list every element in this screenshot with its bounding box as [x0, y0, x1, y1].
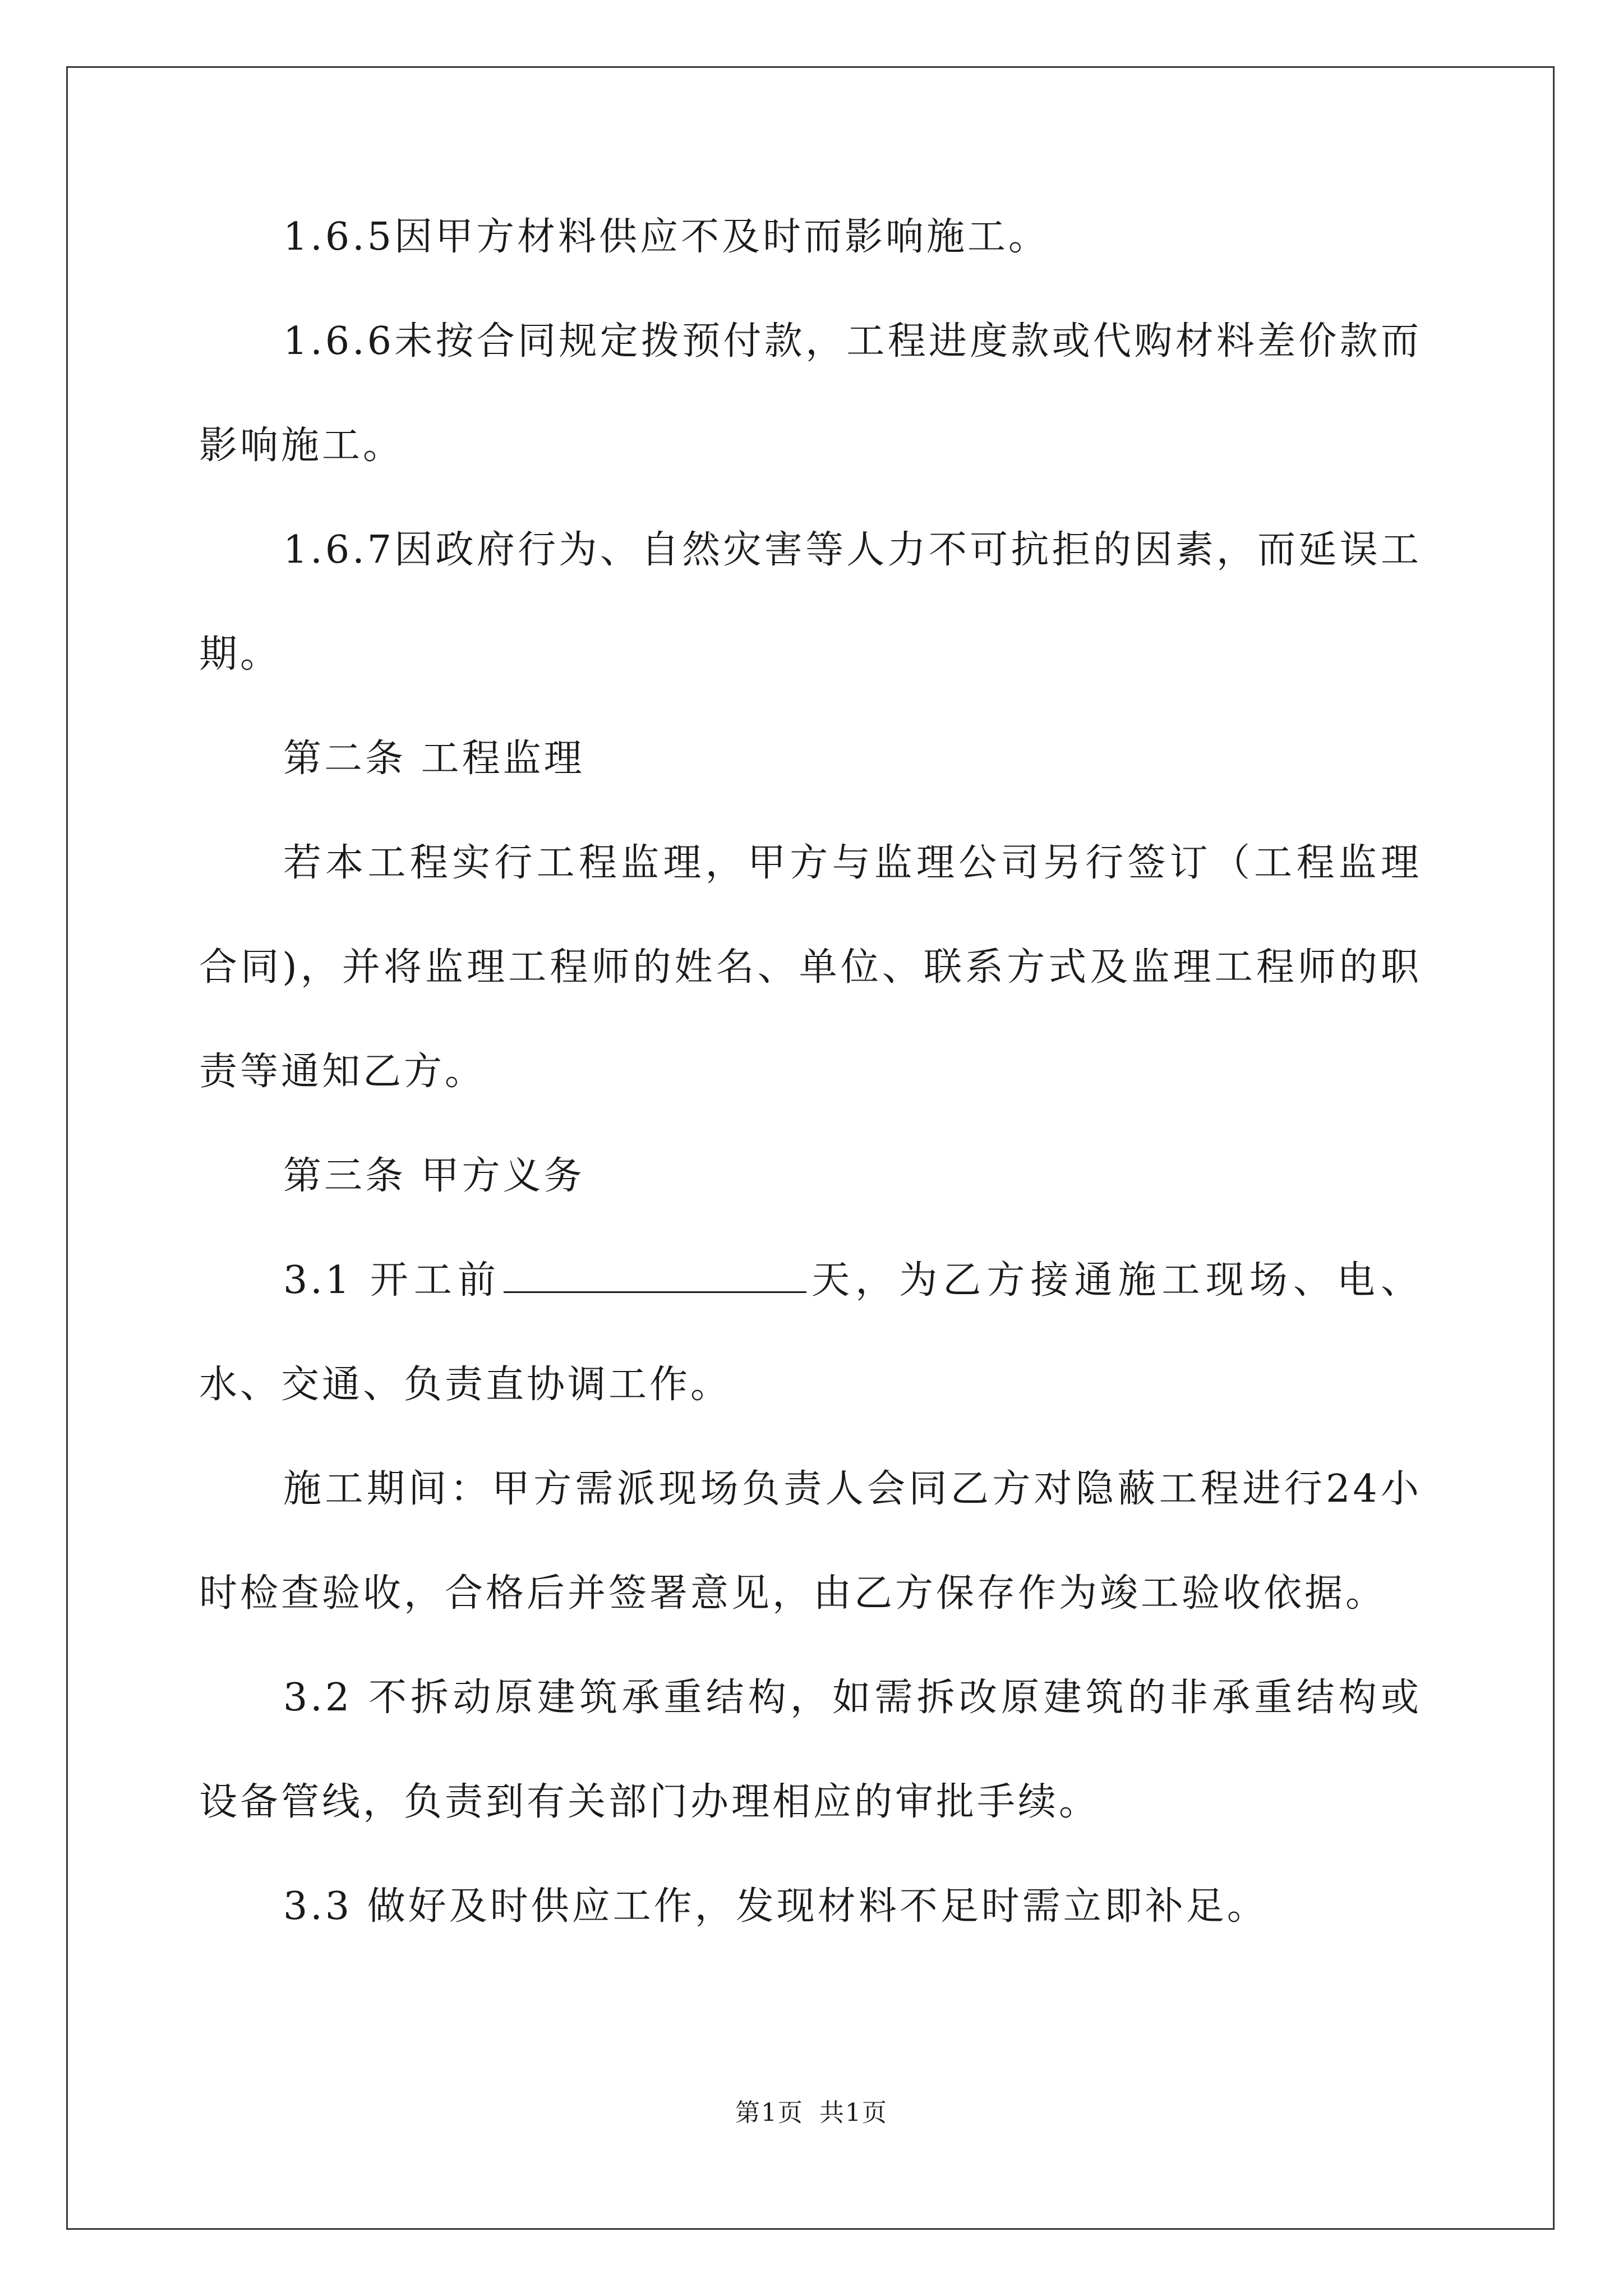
paragraph-construction-period: 施工期间：甲方需派现场负责人会同乙方对隐蔽工程进行24小时检查验收，合格后并签署意见，由乙方保存作为竣工验收依据。	[199, 1467, 1422, 1616]
document-body	[199, 185, 1422, 1959]
paragraph-3-1-rest: 天，为乙方接通施工现场、电、水、交通、负责直协调工作。	[199, 1258, 1422, 1407]
section-heading-article-3: 第三条 甲方义务	[283, 1154, 585, 1198]
fill-in-blank-days	[504, 1259, 806, 1293]
section-heading-article-2: 第二条 工程监理	[283, 737, 585, 781]
paragraph-1-6-7: 1.6.7因政府行为、自然灾害等人力不可抗拒的因素，而延误工期。	[199, 528, 1422, 677]
paragraph-3-1-lead: 3.1 开工前	[283, 1258, 502, 1303]
paragraph-1-6-5: 1.6.5因甲方材料供应不及时而影响施工。	[283, 215, 1050, 259]
paragraph-3-3: 3.3 做好及时供应工作，发现材料不足时需立即补足。	[283, 1884, 1268, 1929]
paragraph-1-6-6: 1.6.6未按合同规定拨预付款，工程进度款或代购材料差价款而影响施工。	[199, 319, 1422, 468]
paragraph-3-1	[199, 1228, 1422, 1437]
paragraph-3-2: 3.2 不拆动原建筑承重结构，如需拆改原建筑的非承重结构或设备管线，负责到有关部门办理相应的审批手续。	[199, 1676, 1422, 1824]
page-number-total: 共1页	[819, 2099, 888, 2127]
paragraph-supervision: 若本工程实行工程监理，甲方与监理公司另行签订（工程监理合同)，并将监理工程师的姓名、单位、联系方式及监理工程师的职责等通知乙方。	[199, 841, 1422, 1094]
page-number-current: 第1页	[735, 2099, 804, 2127]
page-footer	[0, 2092, 1623, 2128]
